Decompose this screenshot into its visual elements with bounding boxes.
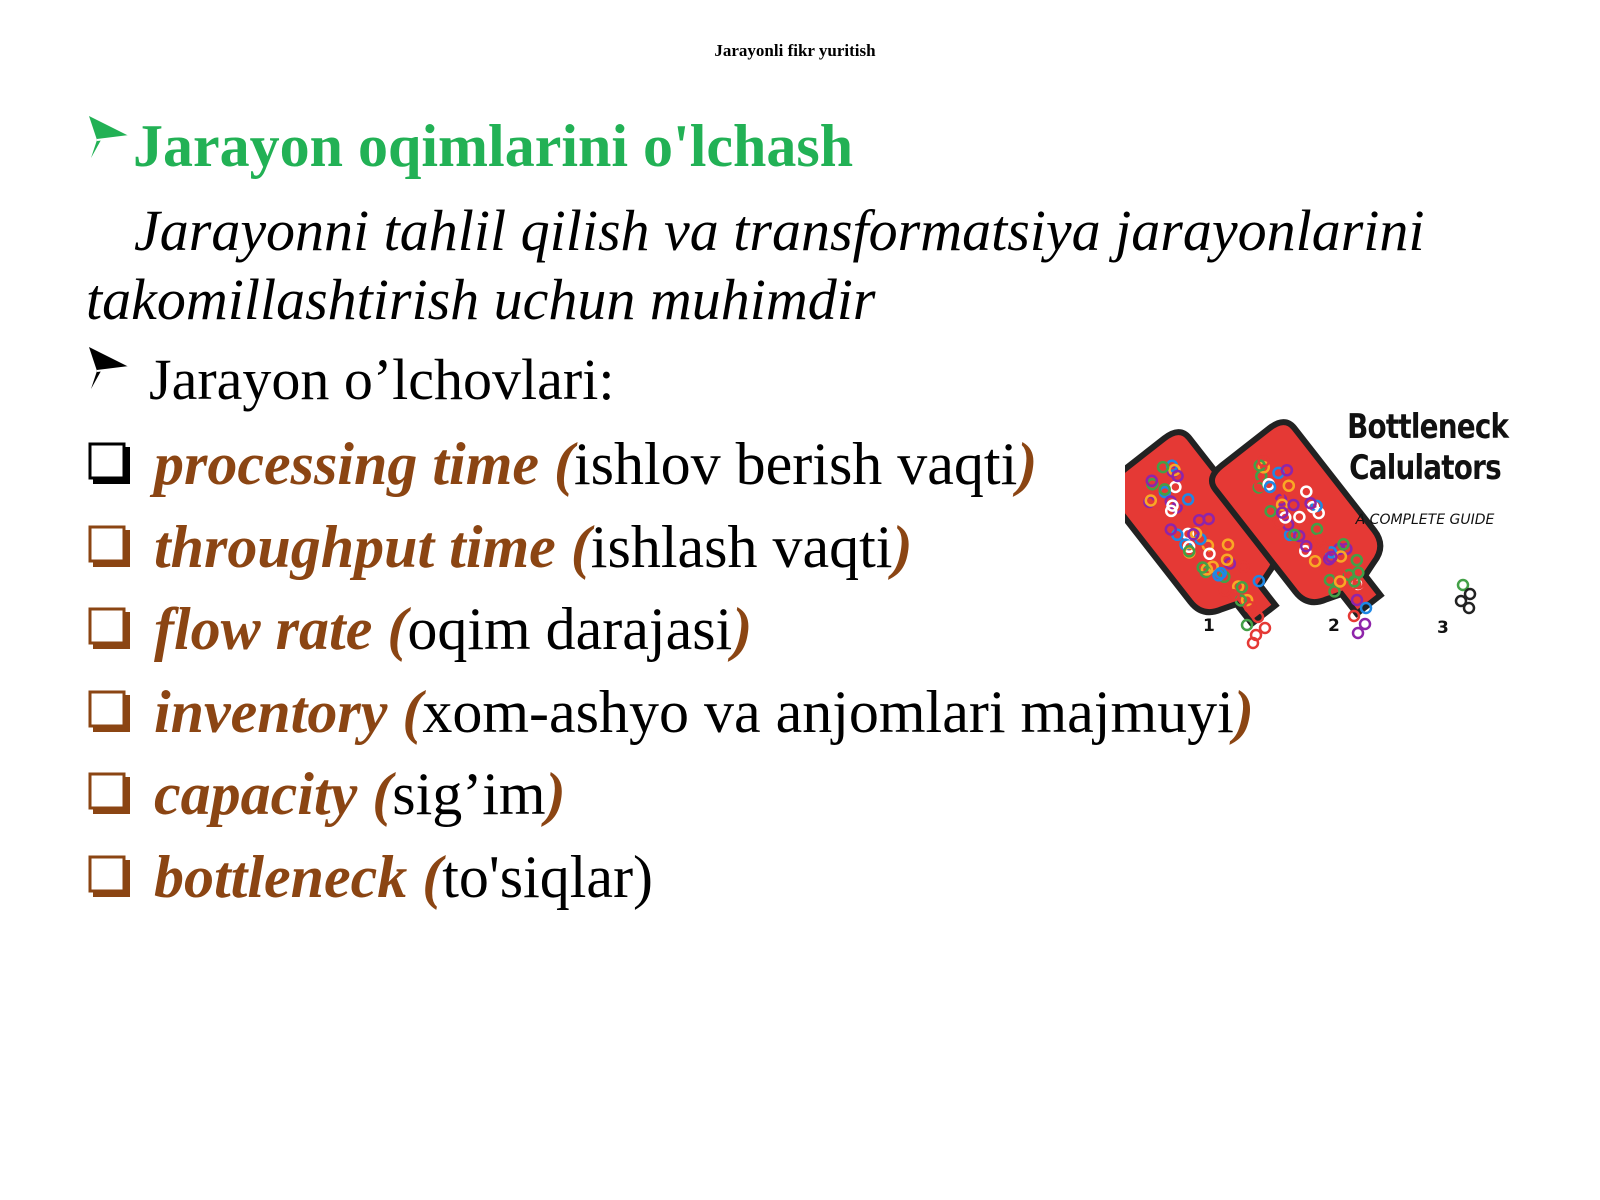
open-paren: (: [372, 761, 393, 827]
measure-item-text: [154, 511, 912, 583]
ball-shape: [1360, 619, 1370, 629]
figure-subtitle: A COMPLETE GUIDE: [1355, 512, 1495, 528]
measure-item-text: [154, 428, 1037, 500]
measures-title: Jarayon o’lchovlari:: [149, 347, 615, 412]
figure-title: Bottleneck Calulators: [1347, 407, 1509, 488]
black-arrow-icon: [87, 345, 131, 393]
figure-label-1: 1: [1203, 616, 1215, 636]
measure-term: inventory: [154, 679, 388, 745]
measure-term: bottleneck: [154, 844, 408, 910]
measure-translation: oqim darajasi: [407, 596, 733, 662]
figure-label-2: 2: [1328, 616, 1340, 636]
green-arrow-icon: [87, 114, 131, 162]
measure-translation: to'siqlar: [442, 844, 634, 910]
measure-term: flow rate: [154, 596, 373, 662]
figure-label-3: 3: [1437, 618, 1449, 638]
measure-term: processing time: [154, 431, 539, 497]
page-header: Jarayonli fikr yuritish: [714, 41, 876, 60]
intro-paragraph: Jarayonni tahlil qilish va transformatsiya jarayonlarini takomillashtirish uchun muhimdir: [86, 198, 1425, 332]
close-paren: ): [633, 844, 654, 910]
measure-translation: xom-ashyo va anjomlari majmuyi: [422, 679, 1234, 745]
ball-shape: [1464, 603, 1474, 613]
checkbox-icon: [88, 690, 132, 734]
measure-item-text: [154, 593, 752, 665]
open-paren: (: [387, 596, 408, 662]
close-paren: ): [732, 596, 753, 662]
checkbox-icon: [88, 772, 132, 816]
open-paren: (: [554, 431, 574, 497]
checkbox-icon: [88, 525, 132, 569]
measure-item-text: [154, 758, 566, 830]
measure-term: capacity: [154, 761, 358, 827]
measure-translation: ishlash vaqti: [590, 514, 893, 580]
checkbox-icon: [88, 442, 132, 486]
open-paren: (: [422, 844, 443, 910]
measure-term: throughput time: [154, 514, 556, 580]
ball-shape: [1353, 628, 1363, 638]
open-paren: (: [570, 514, 591, 580]
measure-translation: ishlov berish vaqti: [573, 431, 1018, 497]
close-paren: ): [892, 514, 913, 580]
ball-shape: [1458, 580, 1468, 590]
measure-item-text: [154, 841, 653, 913]
close-paren: ): [1233, 679, 1254, 745]
close-paren: ): [545, 761, 566, 827]
ball-shape: [1260, 623, 1270, 633]
ball-shape: [1465, 589, 1475, 599]
checkbox-icon: [88, 855, 132, 899]
bottleneck-figure: [1125, 395, 1520, 670]
measure-item-text: [154, 676, 1254, 748]
close-paren: ): [1017, 431, 1038, 497]
section-heading: Jarayon oqimlarini o'lchash: [133, 113, 854, 179]
checkbox-icon: [88, 607, 132, 651]
open-paren: (: [402, 679, 423, 745]
measure-translation: sig’im: [392, 761, 546, 827]
